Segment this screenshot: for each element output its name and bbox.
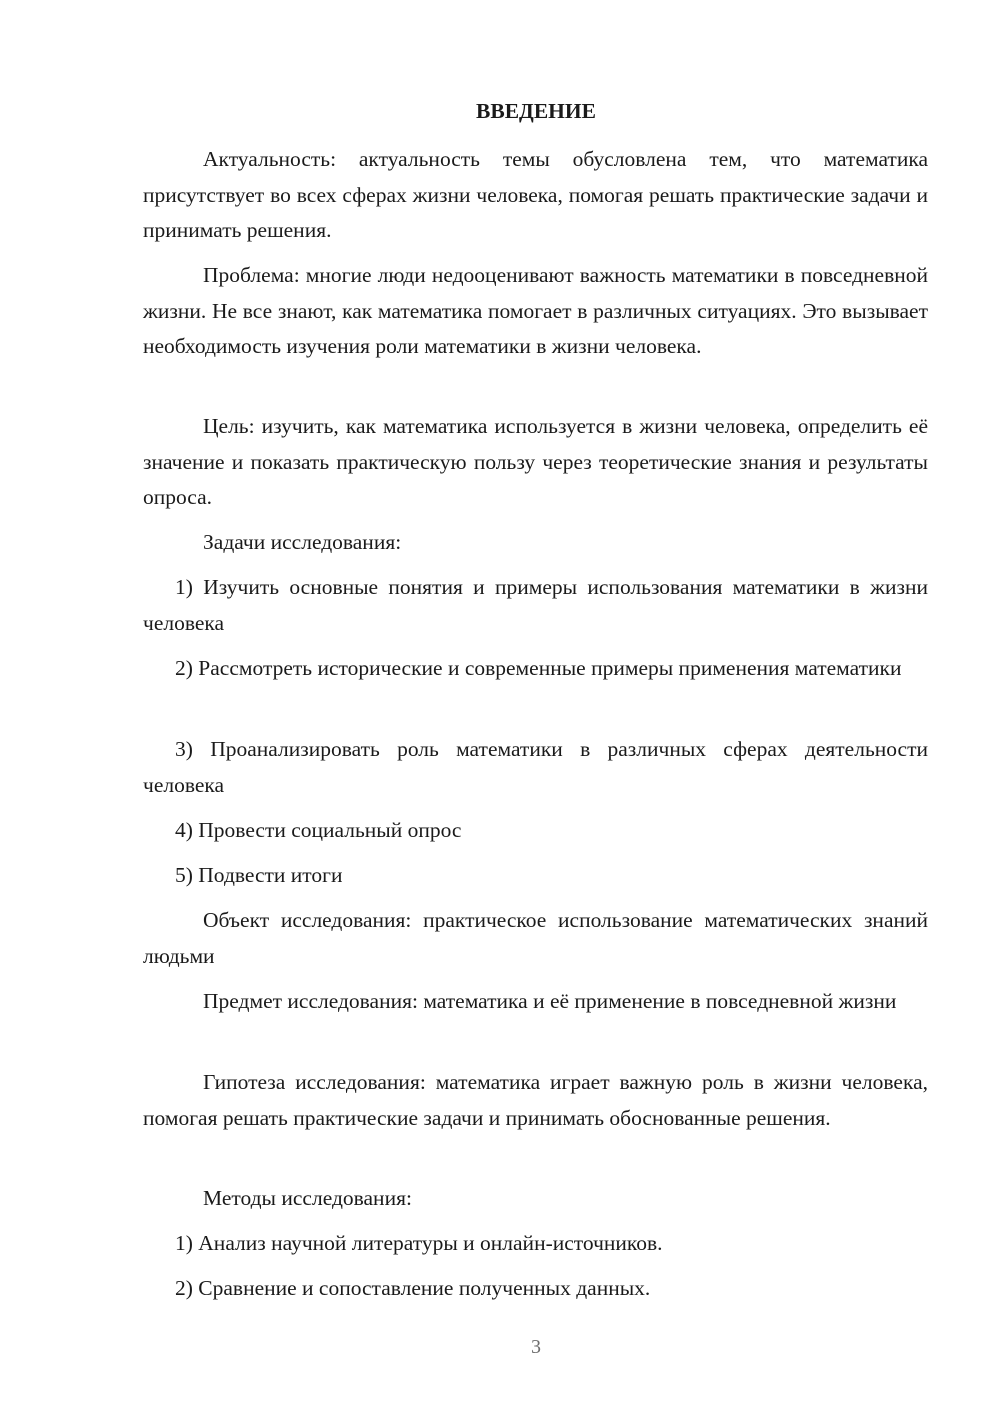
tasks-title: Задачи исследования:	[203, 530, 402, 554]
task-item-2: 2) Рассмотреть исторические и современные примеры применения математики	[175, 656, 902, 680]
paragraph-object: Объект исследования: практическое использование математических знаний людьми	[143, 908, 928, 968]
section-heading: ВВЕДЕНИЕ	[476, 99, 596, 123]
task-item-5: 5) Подвести итоги	[175, 863, 343, 887]
paragraph-relevance: Актуальность: актуальность темы обусловлена тем, что математика присутствует во всех сферах жизни человека, помогая решать практические задачи и принимать решения.	[143, 147, 928, 242]
paragraph-subject: Предмет исследования: математика и её применение в повседневной жизни	[203, 989, 897, 1013]
task-item-1: 1) Изучить основные понятия и примеры использования математики в жизни человека	[143, 575, 928, 635]
method-item-1: 1) Анализ научной литературы и онлайн-источников.	[175, 1231, 663, 1255]
paragraph-problem: Проблема: многие люди недооценивают важность математики в повседневной жизни. Не все знают, как математика помогает в различных ситуациях. Это вызывает необходимость изучения роли математики в жизни человека.	[143, 263, 928, 358]
paragraph-hypothesis: Гипотеза исследования: математика играет важную роль в жизни человека, помогая решать практические задачи и принимать обоснованные решения.	[143, 1070, 928, 1130]
page-number: 3	[531, 1336, 541, 1358]
task-item-4: 4) Провести социальный опрос	[175, 818, 462, 842]
paragraph-goal: Цель: изучить, как математика используется в жизни человека, определить её значение и показать практическую пользу через теоретические знания и результаты опроса.	[143, 414, 928, 509]
methods-title: Методы исследования:	[203, 1186, 412, 1210]
method-item-2: 2) Сравнение и сопоставление полученных данных.	[175, 1276, 651, 1300]
task-item-3: 3) Проанализировать роль математики в различных сферах деятельности человека	[143, 737, 928, 797]
